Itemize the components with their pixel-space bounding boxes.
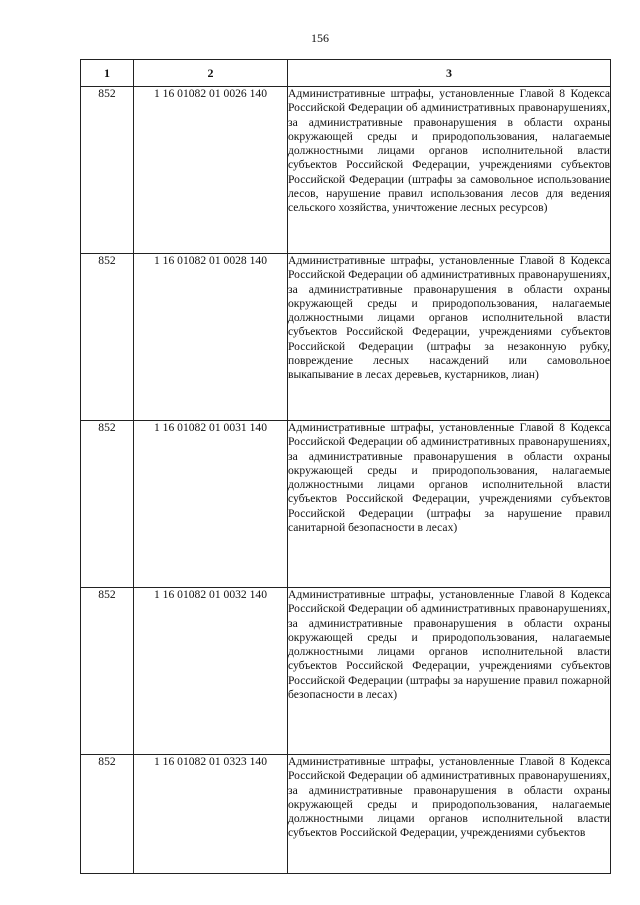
revenue-code-cell: 1 16 01082 01 0323 140 [134, 755, 288, 874]
admin-code-cell: 852 [81, 421, 134, 588]
revenue-codes-table [80, 59, 611, 874]
revenue-code-cell: 1 16 01082 01 0031 140 [134, 421, 288, 588]
admin-code-cell: 852 [81, 588, 134, 755]
table-row [81, 87, 611, 254]
admin-code-cell: 852 [81, 254, 134, 421]
admin-code-cell: 852 [81, 755, 134, 874]
header-col-2: 2 [134, 60, 288, 87]
page-number: 156 [311, 31, 329, 45]
revenue-code-cell: 1 16 01082 01 0032 140 [134, 588, 288, 755]
description-cell: Административные штрафы, установленные Главой 8 Кодекса Российской Федерации об административных правонарушениях, за административные правонарушения в области охраны окружающей среды и природопользования, налагаемые должностными лицами органов исполнительной власти субъектов Российской Федерации, учреждениями субъектов Российской Федерации (штрафы за самовольное использование лесов, нарушение правил использования лесов для ведения сельского хозяйства, уничтожение лесных ресурсов) [288, 87, 611, 254]
description-cell: Административные штрафы, установленные Главой 8 Кодекса Российской Федерации об административных правонарушениях, за административные правонарушения в области охраны окружающей среды и природопользования, налагаемые должностными лицами органов исполнительной власти субъектов Российской Федерации, учреждениями субъектов Российской Федерации (штрафы за нарушение правил санитарной безопасности в лесах) [288, 421, 611, 588]
description-cell: Административные штрафы, установленные Главой 8 Кодекса Российской Федерации об административных правонарушениях, за административные правонарушения в области охраны окружающей среды и природопользования, налагаемые должностными лицами органов исполнительной власти субъектов Российской Федерации, учреждениями субъектов Российской Федерации (штрафы за нарушение правил пожарной безопасности в лесах) [288, 588, 611, 755]
table-row [81, 588, 611, 755]
revenue-code-cell: 1 16 01082 01 0028 140 [134, 254, 288, 421]
description-cell: Административные штрафы, установленные Главой 8 Кодекса Российской Федерации об административных правонарушениях, за административные правонарушения в области охраны окружающей среды и природопользования, налагаемые должностными лицами органов исполнительной власти субъектов Российской Федерации, учреждениями субъектов [288, 755, 611, 874]
table-row [81, 755, 611, 874]
revenue-code-cell: 1 16 01082 01 0026 140 [134, 87, 288, 254]
header-col-3: 3 [288, 60, 611, 87]
table-row [81, 254, 611, 421]
description-cell: Административные штрафы, установленные Главой 8 Кодекса Российской Федерации об административных правонарушениях, за административные правонарушения в области охраны окружающей среды и природопользования, налагаемые должностными лицами органов исполнительной власти субъектов Российской Федерации, учреждениями субъектов Российской Федерации (штрафы за незаконную рубку, повреждение лесных насаждений или самовольное выкапывание в лесах деревьев, кустарников, лиан) [288, 254, 611, 421]
header-col-1: 1 [81, 60, 134, 87]
admin-code-cell: 852 [81, 87, 134, 254]
table-row [81, 421, 611, 588]
table-header-row [81, 60, 611, 87]
